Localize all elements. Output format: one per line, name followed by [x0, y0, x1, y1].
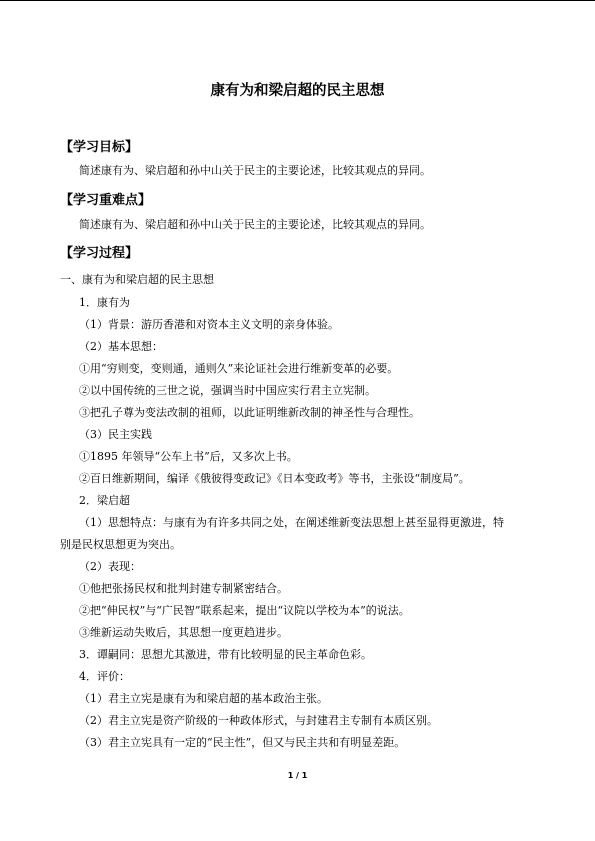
body-line: （2）表现： — [79, 560, 141, 573]
body-line: 一、康有为和梁启超的民主思想 — [60, 273, 214, 286]
goal-heading: 【学习目标】 — [60, 140, 139, 155]
body-line: ①他把张扬民权和批判封建专制紧密结合。 — [79, 582, 288, 595]
body-line: （3）君主立宪具有一定的“民主性”，但又与民主共和有明显差距。 — [79, 736, 406, 749]
body-line: ②以中国传统的三世之说，强调当时中国应实行君主立宪制。 — [79, 384, 376, 397]
header-rule — [0, 0, 595, 1]
body-line: 4．评价： — [79, 670, 130, 683]
body-line: ②把“伸民权”与“广民智”联系起来，提出“议院以学校为本”的说法。 — [79, 604, 410, 617]
body-line: ③维新运动失败后，其思想一度更趋进步。 — [79, 626, 288, 639]
body-line: 3．谭嗣同：思想尤其激进，带有比较明显的民主革命色彩。 — [79, 648, 372, 661]
body-line: 1．康有为 — [79, 296, 130, 309]
body-line: （1）君主立宪是康有为和梁启超的基本政治主张。 — [79, 692, 328, 705]
body-line: ②百日维新期间，编译《俄彼得变政记》《日本变政考》等书，主张设“制度局”。 — [79, 472, 470, 485]
key-heading: 【学习重难点】 — [60, 193, 152, 208]
body-line: （1）背景：游历香港和对资本主义文明的亲身体验。 — [79, 318, 339, 331]
body-line: （2）基本思想： — [79, 340, 163, 353]
body-line: （3）民主实践 — [79, 428, 152, 441]
body-line: ①1895 年领导“公车上书”后，又多次上书。 — [79, 450, 298, 463]
body-line: ③把孔子尊为变法改制的祖师，以此证明维新改制的神圣性与合理性。 — [79, 406, 420, 419]
process-heading: 【学习过程】 — [60, 246, 139, 261]
goal-text: 简述康有为、梁启超和孙中山关于民主的主要论述，比较其观点的异同。 — [79, 164, 431, 177]
page-title: 康有为和梁启超的民主思想 — [210, 83, 385, 99]
body-line: ①用“穷则变，变则通，通则久”来论证社会进行维新变革的必要。 — [79, 362, 399, 375]
body-line: 别是民权思想更为突出。 — [60, 538, 181, 551]
key-text: 简述康有为、梁启超和孙中山关于民主的主要论述，比较其观点的异同。 — [79, 218, 431, 231]
body-line: （2）君主立宪是资产阶级的一种政体形式，与封建君主专制有本质区别。 — [79, 714, 438, 727]
body-line: （1）思想特点：与康有为有许多共同之处，在阐述维新变法思想上甚至显得更激进，特 — [79, 516, 504, 529]
page-number: 1 / 1 — [287, 771, 308, 780]
body-line: 2．梁启超 — [79, 494, 130, 507]
